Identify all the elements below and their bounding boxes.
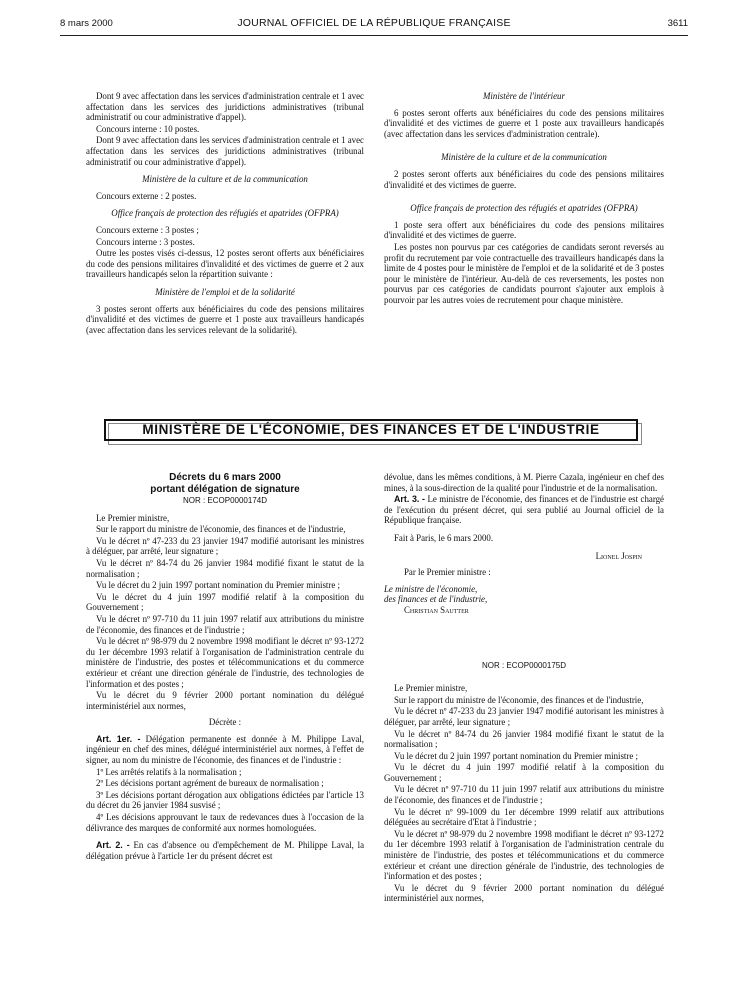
article-1 <box>86 734 364 766</box>
paragraph: 3 postes seront offerts aux bénéficiaires du code des pensions militaires d'invalidité et des victimes de guerre et 1 poste aux travailleurs handicapés (avec affectation dans les services relevant de la solidarité). <box>86 303 364 335</box>
list-item: 3º Les décisions portant dérogation aux obligations édictées par l'article 13 du décret du 26 janvier 1984 susvisé ; <box>86 789 364 811</box>
article-text: Le ministre de l'économie, des finances et de l'industrie est chargé de l'exécution du présent décret, qui sera publié au Journal officiel de la République française. <box>384 494 664 526</box>
top-left-column <box>86 91 364 336</box>
list-item: 4º Les décisions approuvant le taux de redevances dues à l'occasion de la délivrance des marques de conformité aux normes homologuées. <box>86 812 364 833</box>
paragraph: Vu le décret nº 99-1009 du 1er décembre 1999 relatif aux attributions déléguées au secrétaire d'Etat à l'industrie ; <box>384 806 664 828</box>
section-heading: Ministère de l'emploi et de la solidarité <box>155 286 295 297</box>
paragraph: 2 postes seront offerts aux bénéficiaires du code des pensions militaires d'invalidité et des victimes de guerre. <box>384 168 664 190</box>
paragraph: Concours interne : 10 postes. <box>96 123 200 134</box>
minister-title-line: Le ministre de l'économie, <box>384 583 478 594</box>
list-item: 2º Les décisions portant agrément de bureaux de normalisation ; <box>96 778 324 789</box>
paragraph: dévolue, dans les mêmes conditions, à M. Pierre Cazala, ingénieur en chef des mines, à la sous-direction de la qualité pour l'industrie et de la normalisation. <box>384 472 664 493</box>
section-heading: Ministère de la culture et de la communication <box>441 152 607 163</box>
decrete-heading: Décrète : <box>208 717 242 728</box>
article-text: En cas d'absence ou d'empêchement de M. Philippe Laval, la délégation prévue à l'article 1er du présent décret est <box>86 840 365 861</box>
paragraph: 6 postes seront offerts aux bénéficiaires du code des pensions militaires d'invalidité et des victimes de guerre et 1 poste aux travailleurs handicapés (avec affectation dans les services d'administration centrale). <box>384 107 664 139</box>
paragraph: Vu le décret nº 47-233 du 23 janvier 1947 modifié autorisant les ministres à déléguer, par arrêté, leur signature ; <box>384 706 664 727</box>
header-date: 8 mars 2000 <box>60 18 113 29</box>
article-label: Art. 2. - <box>96 840 130 851</box>
paragraph: Vu le décret du 2 juin 1997 portant nomination du Premier ministre ; <box>96 580 340 591</box>
paragraph: Vu le décret du 4 juin 1997 modifié relatif à la composition du Gouvernement ; <box>384 762 664 783</box>
nor-reference: NOR : ECOP0000174D <box>182 496 268 505</box>
paragraph: Vu le décret nº 47-233 du 23 janvier 1947 modifié autorisant les ministres à déléguer, par arrêté, leur signature ; <box>86 535 364 557</box>
paragraph: Les postes non pourvus par ces catégories de candidats seront reversés au profit du recrutement par voie contractuelle des travailleurs handicapés dans la limite de 4 postes pour le ministère de l'emploi et de la solidarité et de 3 postes pour le ministère de l'intérieur. Au-delà de ces reversements, les postes non pourvus par ces catégories de candidats pourront s'ajouter aux emplois à pourvoir par les autres voies de recrutement pour chaque ministère. <box>384 241 664 305</box>
paragraph: Vu le décret du 4 juin 1997 modifié relatif à la composition du Gouvernement ; <box>86 591 364 613</box>
article-label: Art. 3. - <box>394 494 425 505</box>
paragraph: Dont 9 avec affectation dans les services d'administration centrale et 1 avec affectation dans les services des juridictions administratives (tribunal administratif ou cour administrative d'appel). <box>86 91 364 123</box>
top-right-column <box>384 91 664 307</box>
paragraph: Dont 9 avec affectation dans les services d'administration centrale et 1 avec affectation dans les services des juridictions administratives (tribunal administratif ou cour administrative d'appel). <box>86 135 364 167</box>
page-header <box>60 15 688 36</box>
minister-title-line: des finances et de l'industrie, <box>384 594 488 605</box>
paragraph: Vu le décret nº 98-979 du 2 novembre 1998 modifiant le décret nº 93-1272 du 1er décembre 1993 relatif à l'organisation de l'administration centrale du ministère de l'industrie, des postes et télécommunications et du commerce extérieur et créant une direction générale de l'industrie, des technologies de l'information et des postes ; <box>86 636 364 689</box>
paragraph: Vu le décret nº 84-74 du 26 janvier 1984 modifié fixant le statut de la normalisation ; <box>384 728 664 750</box>
paragraph: 1 poste sera offert aux bénéficiaires du code des pensions militaires d'invalidité et des victimes de guerre. <box>384 219 664 241</box>
article-text: Délégation permanente est donnée à M. Philippe Laval, ingénieur en chef des mines, délégué interministériel aux normes, à l'effet de signer, au nom du ministre de l'économie, des finances et de l'industrie : <box>86 733 364 766</box>
minister-name: Christian Sautter <box>404 604 469 615</box>
paragraph: Vu le décret nº 97-710 du 11 juin 1997 relatif aux attributions du ministre de l'économie, des finances et de l'industrie ; <box>86 613 364 635</box>
paragraph: Sur le rapport du ministre de l'économie, des finances et de l'industrie, <box>394 694 644 705</box>
decree-title-line: portant délégation de signature <box>150 483 300 495</box>
section-heading: Ministère de l'intérieur <box>483 91 565 101</box>
article-2 <box>86 840 364 861</box>
header-journal-title: JOURNAL OFFICIEL DE LA RÉPUBLIQUE FRANÇAISE <box>237 17 511 29</box>
paragraph: Vu le décret du 2 juin 1997 portant nomination du Premier ministre ; <box>394 750 638 761</box>
header-page-number: 3611 <box>667 18 688 29</box>
paragraph: Vu le décret nº 84-74 du 26 janvier 1984 modifié fixant le statut de la normalisation ; <box>86 557 364 579</box>
paragraph: Sur le rapport du ministre de l'économie, des finances et de l'industrie, <box>96 524 346 535</box>
section-heading: Ministère de la culture et de la communication <box>142 174 308 185</box>
paragraph: Concours externe : 3 postes ; <box>96 224 199 235</box>
paragraph: Le Premier ministre, <box>96 512 170 523</box>
section-heading: Office français de protection des réfugiés et apatrides (OFPRA) <box>111 208 339 219</box>
article-label: Art. 1er. - <box>96 733 141 744</box>
list-item: 1º Les arrêtés relatifs à la normalisation ; <box>96 766 242 777</box>
paragraph: Vu le décret nº 97-710 du 11 juin 1997 relatif aux attributions du ministre de l'économie, des finances et de l'industrie ; <box>384 784 664 806</box>
article-3 <box>384 494 664 526</box>
signatory-premier-ministre: Lionel Jospin <box>595 550 642 561</box>
par-le-premier-ministre: Par le Premier ministre : <box>404 567 491 578</box>
decree-right-column <box>384 472 664 905</box>
paragraph: Outre les postes visés ci-dessus, 12 postes seront offerts aux bénéficiaires du code des pensions militaires d'invalidité et des victimes de guerre et 2 aux travailleurs handicapés selon la répartition suivante : <box>86 248 364 280</box>
paragraph: Vu le décret du 9 février 2000 portant nomination du délégué interministériel aux normes, <box>384 882 664 904</box>
paragraph: Concours externe : 2 postes. <box>96 190 197 201</box>
paragraph: Vu le décret du 9 février 2000 portant nomination du délégué interministériel aux normes, <box>86 690 364 711</box>
decree-title <box>86 472 364 495</box>
nor-reference: NOR : ECOP0000175D <box>481 660 567 670</box>
section-heading: Office français de protection des réfugiés et apatrides (OFPRA) <box>410 203 638 214</box>
fait-a-paris: Fait à Paris, le 6 mars 2000. <box>394 532 494 543</box>
decree-title-line: Décrets du 6 mars 2000 <box>169 472 281 483</box>
paragraph: Le Premier ministre, <box>394 683 468 694</box>
paragraph: Vu le décret nº 98-979 du 2 novembre 1998 modifiant le décret nº 93-1272 du 1er décembre 1993 relatif à l'organisation de l'administration centrale du ministère de l'industrie, des postes et télécommunications et du commerce extérieur et créant une direction générale de l'industrie, des technologies de l'information et des postes ; <box>384 828 664 882</box>
paragraph: Concours interne : 3 postes. <box>96 236 195 247</box>
ministry-banner: MINISTÈRE DE L'ÉCONOMIE, DES FINANCES ET DE L'INDUSTRIE <box>104 419 638 441</box>
decree1-left-column <box>86 472 364 862</box>
